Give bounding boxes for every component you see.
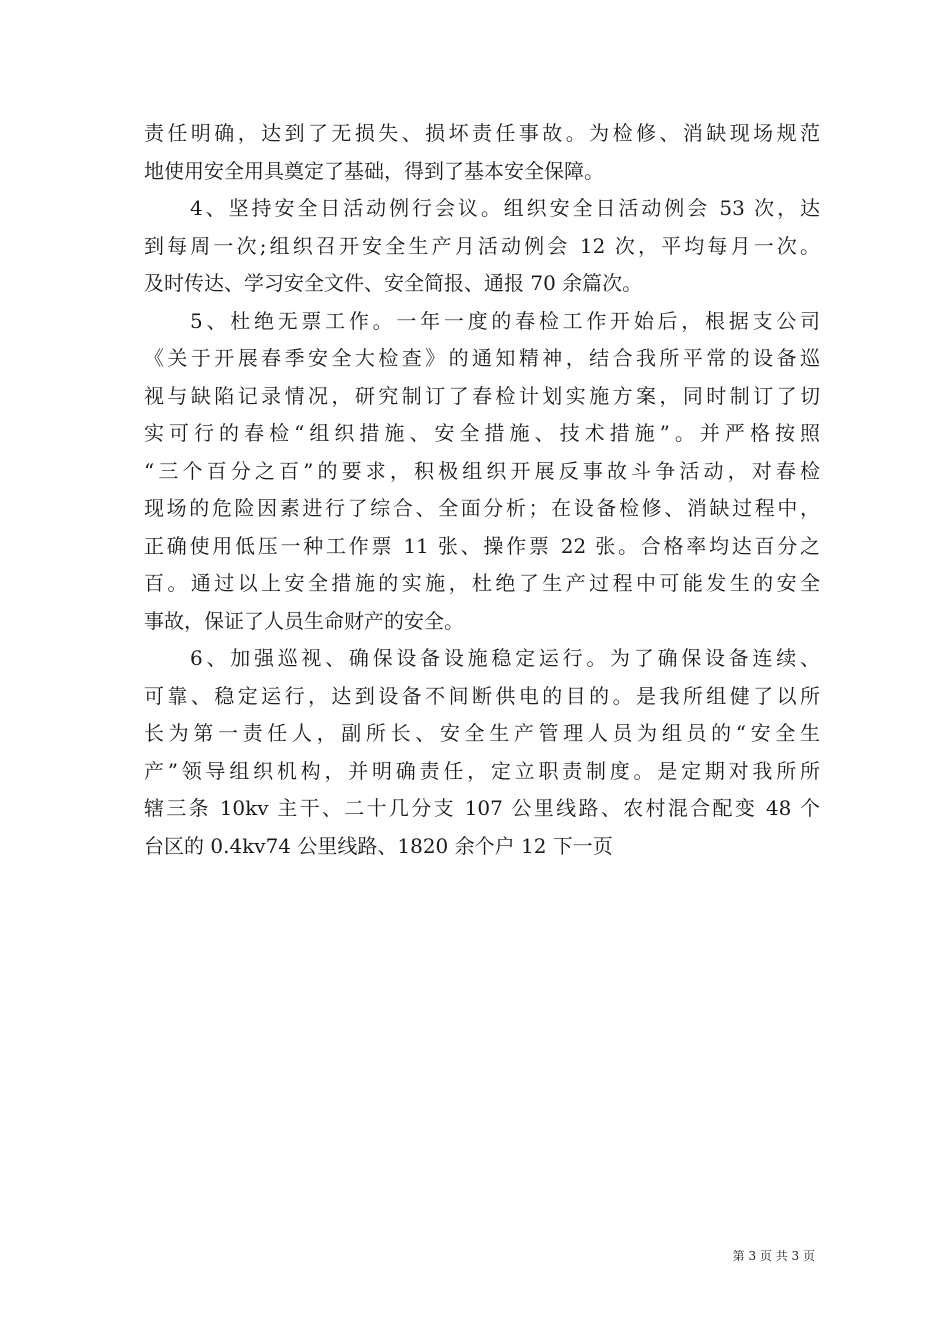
text-line: 事故，保证了人员生命财产的安全。: [144, 608, 464, 633]
text-line: 台区的 0.4kv74 公里线路、1820 余个户 12 下一页: [144, 833, 613, 858]
text-line: 百。通过以上安全措施的实施，杜绝了生产过程中可能发生的安全: [144, 571, 820, 595]
text-line: 长为第一责任人，副所长、安全生产管理人员为组员的“安全生: [144, 721, 820, 745]
text-line: “三个百分之百”的要求，积极组织开展反事故斗争活动，对春检: [144, 458, 820, 483]
text-line: 地使用安全用具奠定了基础，得到了基本安全保障。: [144, 158, 604, 183]
text-line: 《关于开展春季安全大检查》的通知精神，结合我所平常的设备巡: [144, 346, 820, 370]
document-body: [144, 115, 820, 865]
page-number: 第 3 页 共 3 页: [732, 1249, 815, 1263]
text-line: 视与缺陷记录情况，研究制订了春检计划实施方案，同时制订了切: [144, 383, 820, 408]
text-line: 辖三条 10kv 主干、二十几分支 107 公里线路、农村混合配变 48 个: [144, 796, 820, 820]
text-line: 正确使用低压一种工作票 11 张、操作票 22 张。合格率均达百分之: [144, 533, 820, 558]
text-line: 可靠、稳定运行，达到设备不间断供电的目的。是我所组健了以所: [144, 683, 820, 708]
text-line: 实可行的春检“组织措施、安全措施、技术措施”。并严格按照: [144, 421, 820, 445]
text-line: 到每周一次;组织召开安全生产月活动例会 12 次，平均每月一次。: [144, 233, 820, 258]
text-line: 责任明确，达到了无损失、损坏责任事故。为检修、消缺现场规范: [144, 121, 820, 145]
text-line: 及时传达、学习安全文件、安全简报、通报 70 余篇次。: [144, 271, 643, 295]
paragraph-first-line: 5、杜绝无票工作。一年一度的春检工作开始后，根据支公司: [190, 308, 820, 333]
text-line: 现场的危险因素进行了综合、全面分析；在设备检修、消缺过程中，: [144, 496, 820, 520]
paragraph-first-line: 4、坚持安全日活动例行会议。组织安全日活动例会 53 次，达: [190, 196, 820, 220]
paragraph-first-line: 6、加强巡视、确保设备设施稳定运行。为了确保设备连续、: [190, 646, 820, 670]
text-line: 产”领导组织机构，并明确责任，定立职责制度。是定期对我所所: [144, 758, 820, 783]
